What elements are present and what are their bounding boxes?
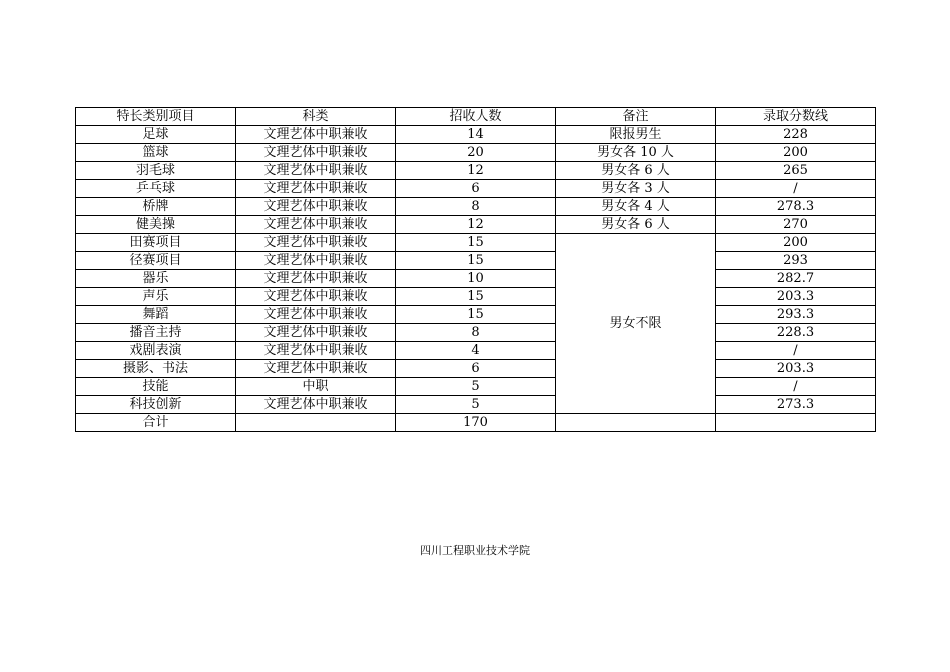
table-row [76, 144, 876, 162]
total-note-empty [556, 414, 716, 432]
cell-project: 舞蹈 [76, 306, 236, 324]
table-row [76, 162, 876, 180]
cell-note: 限报男生 [556, 126, 716, 144]
cell-score: 265 [716, 162, 876, 180]
footer-institution: 四川工程职业技术学院 [420, 544, 530, 557]
table-row [76, 306, 876, 324]
cell-score: / [716, 378, 876, 396]
table-row [76, 216, 876, 234]
cell-note: 男女各 3 人 [556, 180, 716, 198]
table-row [76, 324, 876, 342]
cell-score: 278.3 [716, 198, 876, 216]
cell-score: 293 [716, 252, 876, 270]
total-label: 合计 [76, 414, 236, 432]
cell-score: 200 [716, 234, 876, 252]
cell-count: 15 [396, 252, 556, 270]
table-row [76, 288, 876, 306]
header-count: 招收人数 [396, 108, 556, 126]
cell-project: 科技创新 [76, 396, 236, 414]
cell-score: 203.3 [716, 288, 876, 306]
table-row [76, 126, 876, 144]
total-row [76, 414, 876, 432]
cell-count: 6 [396, 180, 556, 198]
cell-category: 文理艺体中职兼收 [236, 144, 396, 162]
table-row [76, 360, 876, 378]
cell-project: 桥牌 [76, 198, 236, 216]
cell-project: 摄影、书法 [76, 360, 236, 378]
total-count: 170 [396, 414, 556, 432]
header-note: 备注 [556, 108, 716, 126]
cell-count: 8 [396, 198, 556, 216]
cell-project: 田赛项目 [76, 234, 236, 252]
table-row [76, 270, 876, 288]
cell-category: 文理艺体中职兼收 [236, 126, 396, 144]
cell-category: 文理艺体中职兼收 [236, 396, 396, 414]
cell-note: 男女各 10 人 [556, 144, 716, 162]
cell-score: 228 [716, 126, 876, 144]
cell-count: 12 [396, 216, 556, 234]
table-row [76, 396, 876, 414]
cell-score: 203.3 [716, 360, 876, 378]
cell-count: 20 [396, 144, 556, 162]
cell-note: 男女各 6 人 [556, 162, 716, 180]
cell-score: 293.3 [716, 306, 876, 324]
cell-category: 中职 [236, 378, 396, 396]
cell-score: / [716, 342, 876, 360]
cell-category: 文理艺体中职兼收 [236, 270, 396, 288]
cell-category: 文理艺体中职兼收 [236, 252, 396, 270]
total-score-empty [716, 414, 876, 432]
cell-count: 5 [396, 378, 556, 396]
cell-category: 文理艺体中职兼收 [236, 306, 396, 324]
total-category-empty [236, 414, 396, 432]
cell-score: 228.3 [716, 324, 876, 342]
cell-project: 羽毛球 [76, 162, 236, 180]
cell-category: 文理艺体中职兼收 [236, 216, 396, 234]
cell-project: 技能 [76, 378, 236, 396]
cell-count: 10 [396, 270, 556, 288]
table-row [76, 252, 876, 270]
cell-count: 12 [396, 162, 556, 180]
cell-project: 径赛项目 [76, 252, 236, 270]
cell-category: 文理艺体中职兼收 [236, 288, 396, 306]
cell-note: 男女各 6 人 [556, 216, 716, 234]
cell-score: / [716, 180, 876, 198]
cell-project: 健美操 [76, 216, 236, 234]
cell-project: 戏剧表演 [76, 342, 236, 360]
table-header-row [76, 108, 876, 126]
cell-project: 篮球 [76, 144, 236, 162]
cell-score: 270 [716, 216, 876, 234]
cell-count: 15 [396, 234, 556, 252]
cell-category: 文理艺体中职兼收 [236, 342, 396, 360]
cell-count: 4 [396, 342, 556, 360]
cell-project: 足球 [76, 126, 236, 144]
cell-count: 15 [396, 306, 556, 324]
cell-category: 文理艺体中职兼收 [236, 360, 396, 378]
cell-score: 200 [716, 144, 876, 162]
header-project: 特长类别项目 [76, 108, 236, 126]
cell-category: 文理艺体中职兼收 [236, 234, 396, 252]
table-row [76, 378, 876, 396]
cell-score: 282.7 [716, 270, 876, 288]
cell-category: 文理艺体中职兼收 [236, 162, 396, 180]
cell-project: 乒乓球 [76, 180, 236, 198]
table-row [76, 342, 876, 360]
cell-count: 8 [396, 324, 556, 342]
merged-note-cell: 男女不限 [556, 234, 716, 414]
cell-count: 6 [396, 360, 556, 378]
cell-score: 273.3 [716, 396, 876, 414]
header-category: 科类 [236, 108, 396, 126]
table-row [76, 198, 876, 216]
cell-category: 文理艺体中职兼收 [236, 198, 396, 216]
header-score: 录取分数线 [716, 108, 876, 126]
cell-project: 器乐 [76, 270, 236, 288]
cell-project: 声乐 [76, 288, 236, 306]
cell-category: 文理艺体中职兼收 [236, 324, 396, 342]
cell-count: 15 [396, 288, 556, 306]
cell-project: 播音主持 [76, 324, 236, 342]
admission-table [75, 107, 876, 432]
table-row [76, 180, 876, 198]
cell-note: 男女各 4 人 [556, 198, 716, 216]
cell-category: 文理艺体中职兼收 [236, 180, 396, 198]
cell-count: 5 [396, 396, 556, 414]
table-row [76, 234, 876, 252]
cell-count: 14 [396, 126, 556, 144]
